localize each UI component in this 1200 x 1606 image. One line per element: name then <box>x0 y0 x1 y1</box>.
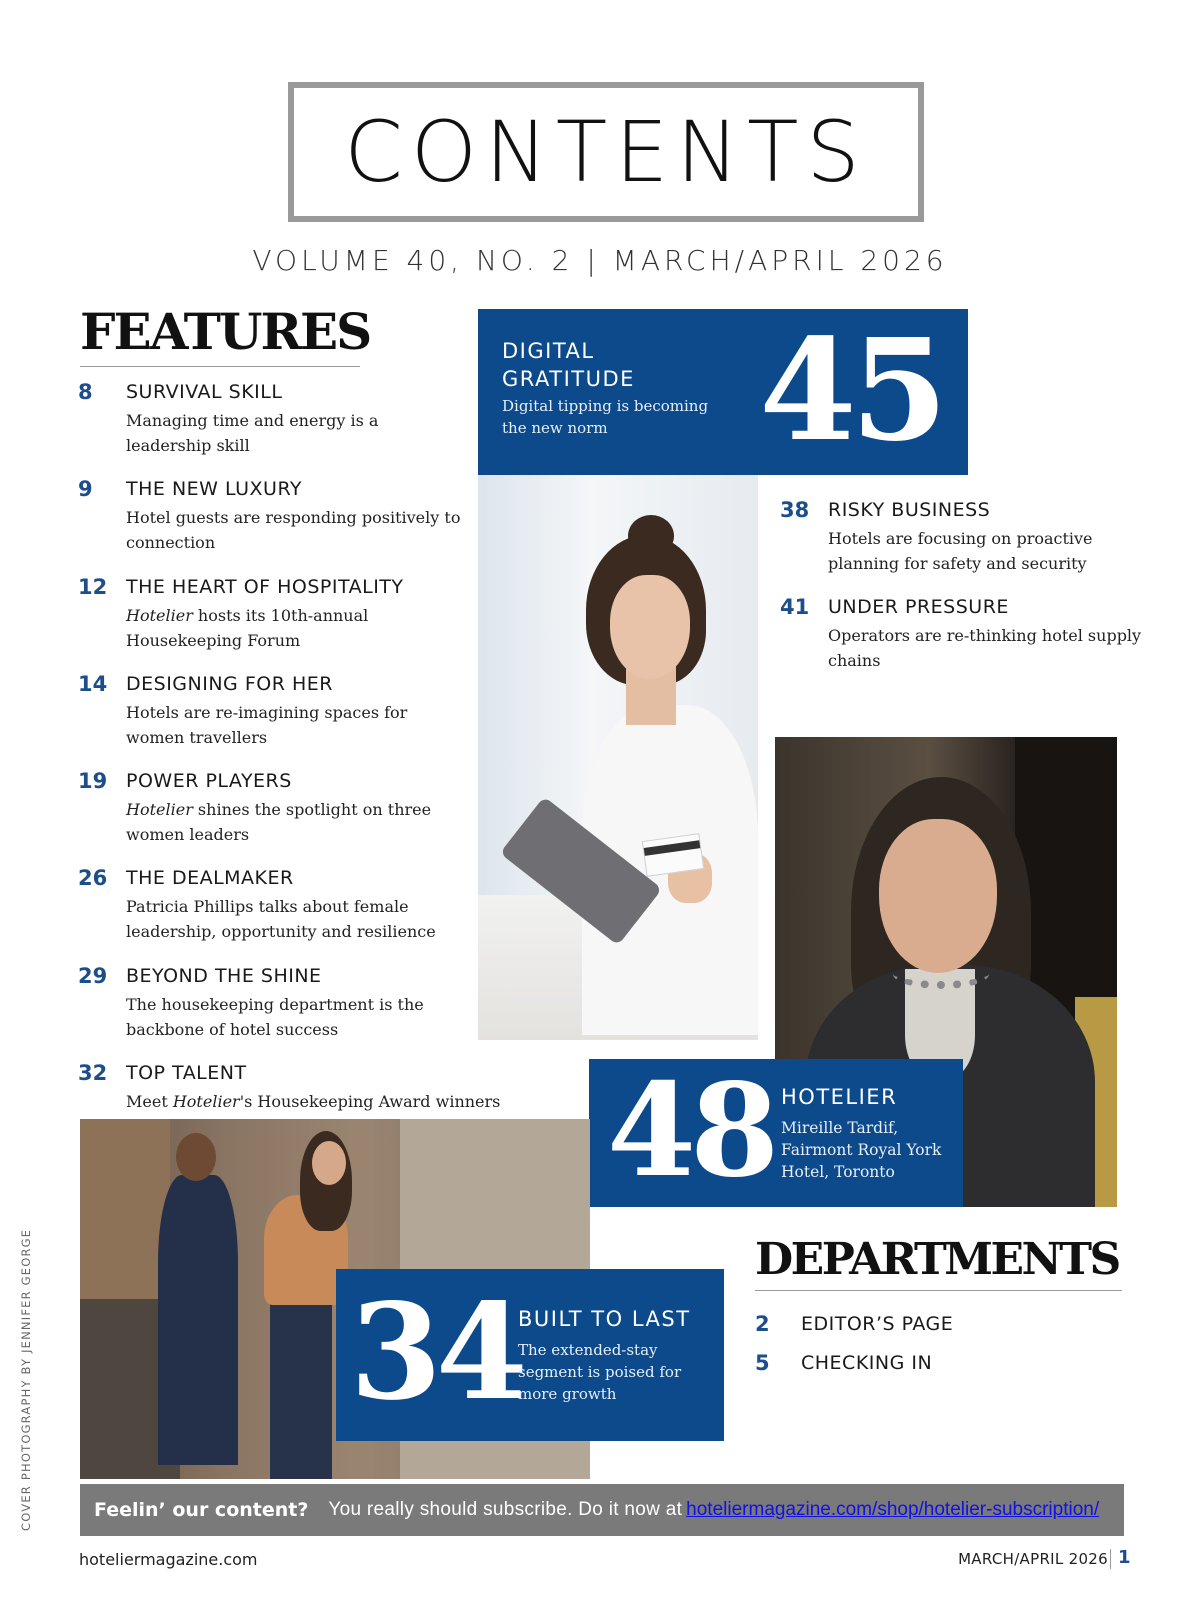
page-number: 41 <box>780 595 810 619</box>
feature-title: POWER PLAYERS <box>126 770 292 793</box>
banner-text: You really should subscribe. Do it now at <box>328 1499 683 1520</box>
footer-issue-date: MARCH/APRIL 2026 <box>958 1550 1108 1568</box>
feature-desc <box>126 797 466 847</box>
feature-item[interactable] <box>78 769 478 866</box>
page-number: 38 <box>780 498 810 522</box>
feature-item[interactable] <box>78 575 478 672</box>
woman-with-tablet-photo <box>478 475 758 1040</box>
departments-list <box>755 1312 1115 1390</box>
feature-title: THE NEW LUXURY <box>126 478 303 501</box>
department-item[interactable] <box>755 1351 1115 1390</box>
department-item[interactable] <box>755 1312 1115 1351</box>
page-number: 9 <box>78 477 93 502</box>
feature-desc: Managing time and energy is a leadership skill <box>126 411 379 455</box>
highlight-desc: Digital tipping is becoming the new norm <box>502 397 709 437</box>
features-list <box>78 380 501 1158</box>
contents-title-box <box>288 82 924 222</box>
page-number: 2 <box>755 1312 770 1336</box>
page-number: 19 <box>78 769 108 794</box>
feature-desc: Hotel guests are responding positively to connection <box>126 508 461 553</box>
banner-lead: Feelin’ our content? <box>94 1499 309 1521</box>
highlight-page-number: 48 <box>607 1056 774 1206</box>
highlight-page-number: 34 <box>350 1275 522 1430</box>
footer-divider <box>1110 1549 1111 1569</box>
magazine-name: Hotelier <box>172 1092 240 1112</box>
hotelier-highlight[interactable] <box>589 1056 963 1207</box>
department-title: CHECKING IN <box>801 1352 933 1374</box>
feature-desc: Hotels are re-imagining spaces for women travellers <box>126 702 408 747</box>
feature-desc: Operators are re-thinking hotel supply chains <box>828 626 1142 670</box>
feature-title: THE DEALMAKER <box>126 867 294 890</box>
feature-item[interactable] <box>780 595 1142 692</box>
highlight-desc: The extended-stay segment is poised for more growth <box>518 1341 682 1403</box>
feature-desc: Hotels are focusing on proactive planning for safety and security <box>828 529 1093 573</box>
feature-desc <box>126 1089 501 1114</box>
feature-item[interactable] <box>780 498 1120 595</box>
feature-desc <box>126 603 466 653</box>
feature-desc: Patricia Phillips talks about female leadership, opportunity and resilience <box>126 897 436 942</box>
page-number: 8 <box>78 380 93 404</box>
highlight-desc: Mireille Tardif, Fairmont Royal York Hotel, Toronto <box>781 1119 942 1181</box>
feature-item[interactable] <box>78 380 478 477</box>
feature-desc-text: shines the spotlight on three women leaders <box>126 800 432 845</box>
feature-desc-prefix: Meet <box>126 1092 173 1112</box>
feature-title: RISKY BUSINESS <box>828 499 991 521</box>
footer-page-number: 1 <box>1118 1547 1131 1568</box>
departments-heading: DEPARTMENTS <box>755 1232 1122 1291</box>
feature-item[interactable] <box>78 964 478 1061</box>
magazine-name: Hotelier <box>126 605 193 625</box>
page-number: 12 <box>78 574 108 599</box>
department-title: EDITOR’S PAGE <box>801 1313 954 1335</box>
highlight-title: HOTELIER <box>781 1085 898 1109</box>
feature-title: BEYOND THE SHINE <box>126 964 322 987</box>
feature-title: DESIGNING FOR HER <box>126 672 333 695</box>
feature-title: TOP TALENT <box>126 1062 247 1085</box>
feature-title: UNDER PRESSURE <box>828 596 1009 618</box>
feature-item[interactable] <box>78 477 478 574</box>
magazine-name: Hotelier <box>126 800 193 820</box>
feature-item[interactable] <box>78 672 478 769</box>
features-list-right <box>780 498 1142 692</box>
feature-desc: The housekeeping department is the backbone of hotel success <box>126 994 424 1039</box>
highlight-title: DIGITAL GRATITUDE <box>502 339 635 391</box>
photo-credit: COVER PHOTOGRAPHY BY JENNIFER GEORGE <box>19 1228 33 1531</box>
subscribe-link[interactable]: hoteliermagazine.com/shop/hotelier-subscription/ <box>686 1499 1100 1520</box>
page-number: 29 <box>78 963 108 988</box>
page-number: 14 <box>78 671 108 696</box>
page-number: 26 <box>78 866 108 891</box>
feature-title: THE HEART OF HOSPITALITY <box>126 575 404 598</box>
feature-desc-text: 's Housekeeping Award winners <box>239 1092 501 1112</box>
issue-volume: VOLUME 40, NO. 2 | MARCH/APRIL 2026 <box>252 244 948 277</box>
page-number: 32 <box>78 1061 108 1086</box>
highlight-title: BUILT TO LAST <box>518 1307 691 1331</box>
footer-website[interactable]: hoteliermagazine.com <box>79 1550 258 1569</box>
subscribe-banner <box>80 1484 1124 1536</box>
features-heading: FEATURES <box>80 302 360 367</box>
page-number: 5 <box>755 1351 770 1375</box>
feature-item[interactable] <box>78 866 478 963</box>
built-to-last-highlight[interactable] <box>336 1269 724 1441</box>
highlight-page-number: 45 <box>759 309 942 473</box>
digital-gratitude-highlight[interactable] <box>478 309 968 475</box>
page-title: CONTENTS <box>344 103 868 201</box>
feature-desc-text: hosts its 10th-annual Housekeeping Forum <box>126 605 369 650</box>
feature-title: SURVIVAL SKILL <box>126 381 283 403</box>
